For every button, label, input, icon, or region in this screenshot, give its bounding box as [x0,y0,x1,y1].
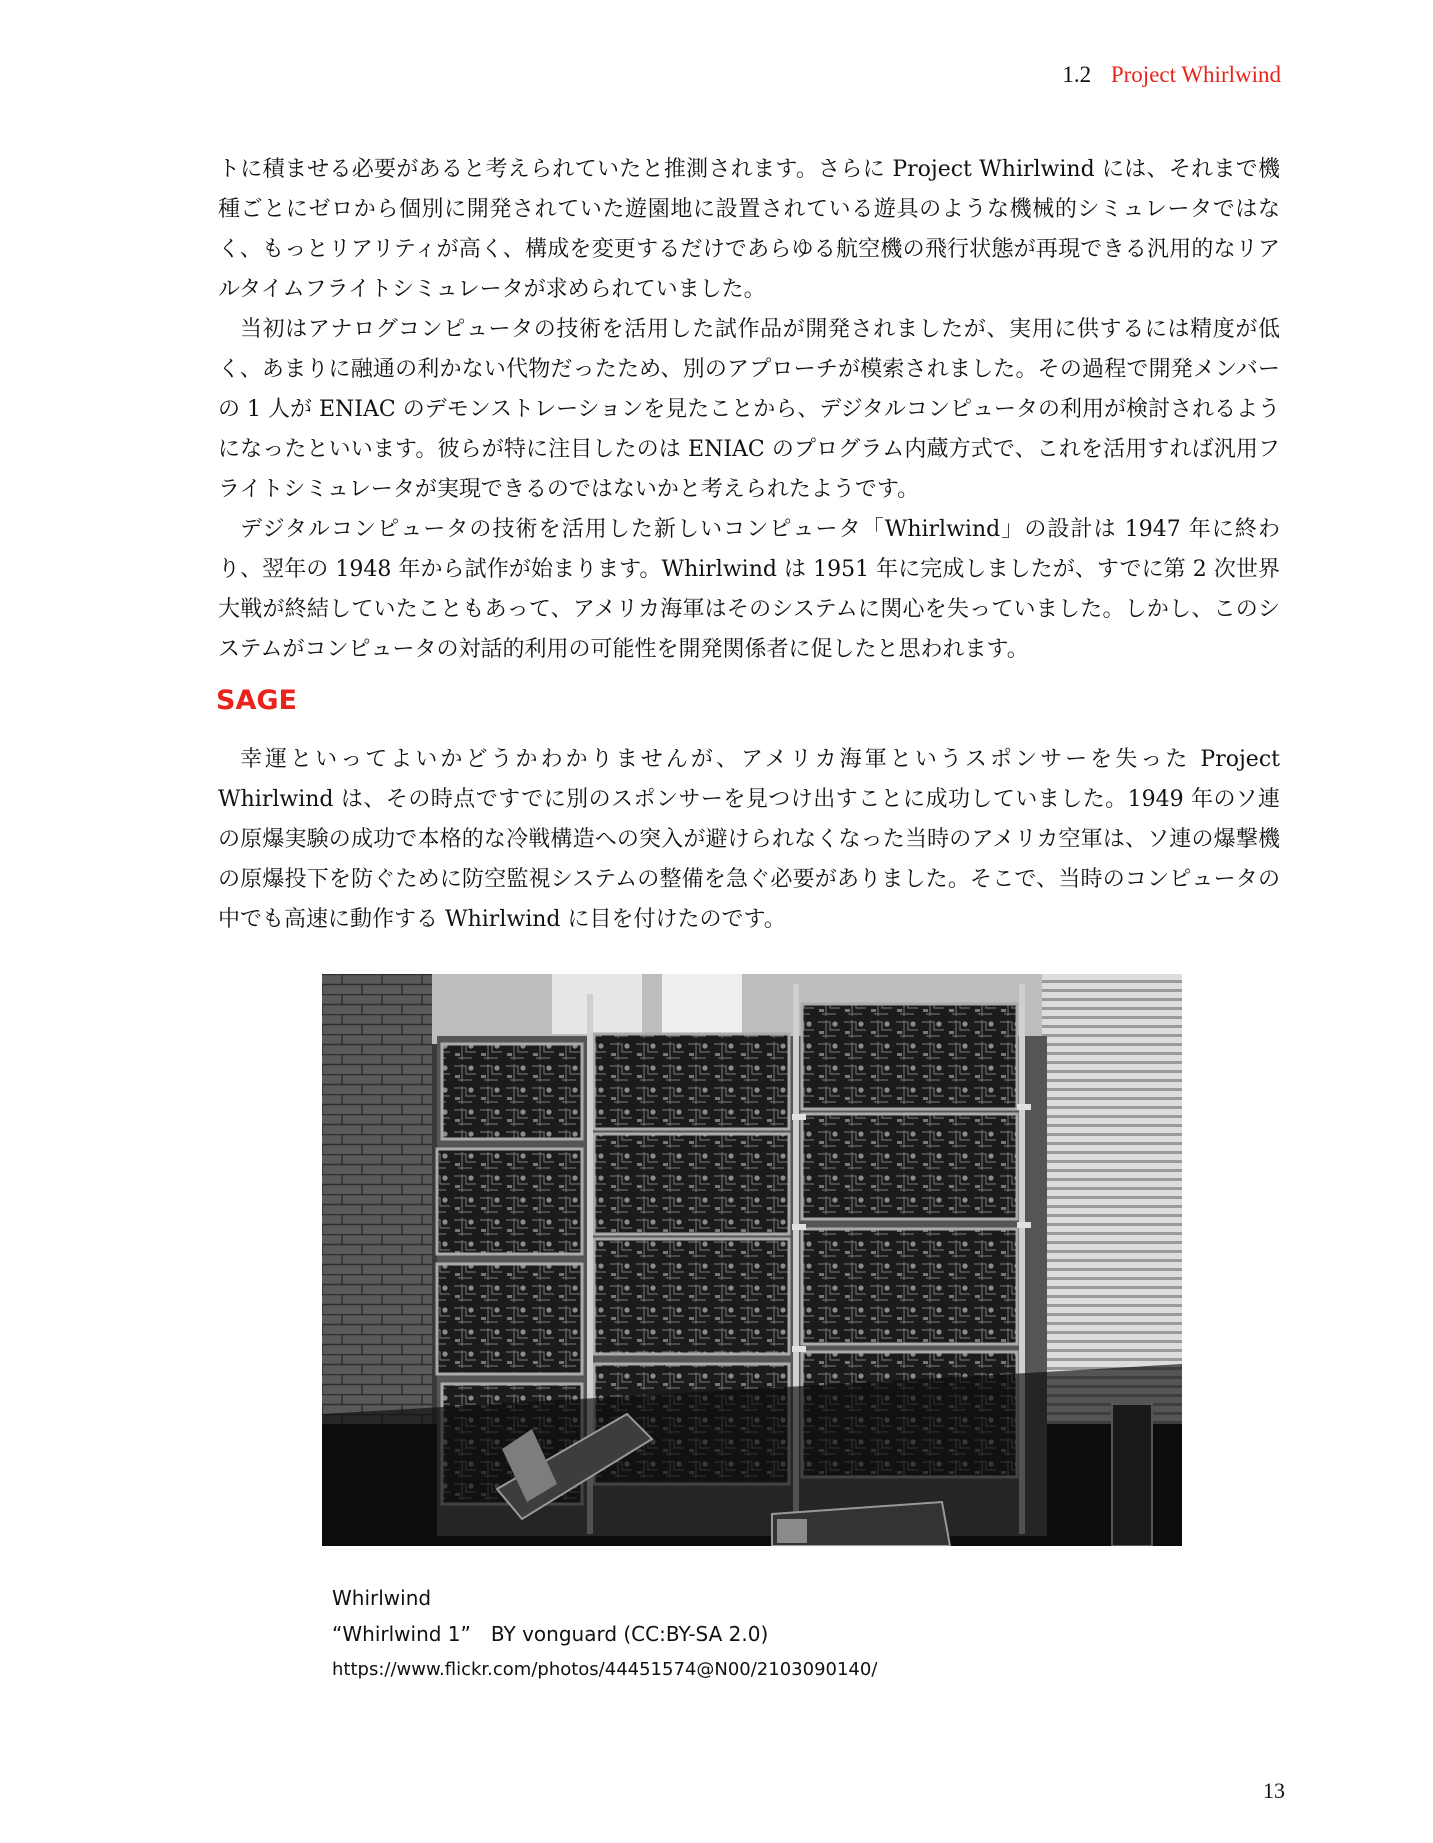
paragraph: 幸運といってよいかどうかわかりませんが、アメリカ海軍というスポンサーを失った Project Whirlwind は、その時点ですでに別のスポンサーを見つけ出すことに成功していました。1949 年のソ連の原爆実験の成功で本格的な冷戦構造への突入が避けられなくなった当時のアメリカ空軍は、ソ連の爆撃機の原爆投下を防ぐために防空監視システムの整備を急ぐ必要がありました。そこで、当時のコンピュータの中でも高速に動作する Whirlwind に目を付けたのです。 [218,747,1280,932]
whirlwind-photo [322,974,1182,1546]
photo-credit: “Whirlwind 1” BY vonguard (CC:BY-SA 2.0) [332,1622,769,1646]
paragraph: トに積ませる必要があると考えられていたと推測されます。さらに Project Whirlwind には、それまで機種ごとにゼロから個別に開発されていた遊園地に設置されている遊具のような機械的シミュレータではなく、もっとリアリティが高く、構成を変更するだけであらゆる航空機の飛行状態が再現できる汎用的なリアルタイムフライトシミュレータが求められていました。 [218,157,1280,302]
running-head [1062,62,1281,88]
body-text-block-1 [218,150,1280,670]
figure-caption [332,1580,877,1688]
section-title: Project Whirlwind [1110,62,1281,87]
body-text-block-2 [218,740,1280,940]
photo-source-url: https://www.flickr.com/photos/44451574@N00/2103090140/ [332,1659,878,1680]
section-number: 1.2 [1062,62,1092,87]
section-heading: SAGE [216,685,297,716]
paragraph: デジタルコンピュータの技術を活用した新しいコンピュータ「Whirlwind」の設計は 1947 年に終わり、翌年の 1948 年から試作が始まります。Whirlwind は 1951 年に完成しましたが、すでに第 2 次世界大戦が終結していたこともあって、アメリカ海軍はそのシステムに関心を失っていました。しかし、このシステムがコンピュータの対話的利用の可能性を開発関係者に促したと思われます。 [218,517,1280,662]
caption-title: Whirlwind [332,1586,432,1610]
paragraph: 当初はアナログコンピュータの技術を活用した試作品が開発されましたが、実用に供するには精度が低く、あまりに融通の利かない代物だったため、別のアプローチが模索されました。その過程で開発メンバーの 1 人が ENIAC のデモンストレーションを見たことから、デジタルコンピュータの利用が検討されるようになったといいます。彼らが特に注目したのは ENIAC のプログラム内蔵方式で、これを活用すれば汎用フライトシミュレータが実現できるのではないかと考えられたようです。 [218,317,1280,502]
page-number: 13 [1263,1778,1285,1803]
